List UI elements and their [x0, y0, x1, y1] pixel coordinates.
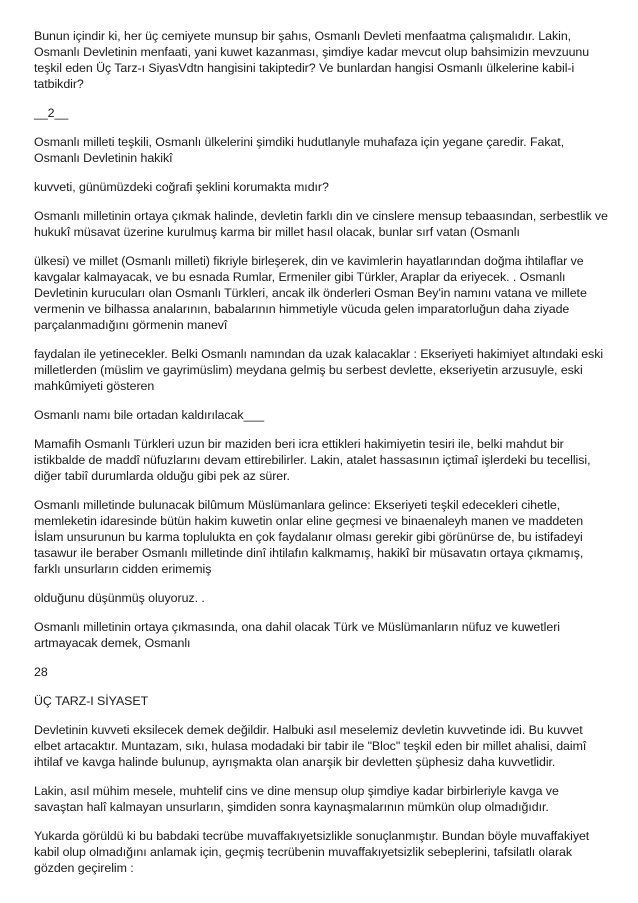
- paragraph: Mamafih Osmanlı Türkleri uzun bir maziden beri icra ettikleri hakimiyetin tesiri ile, belki mahdut bir istikbalde de maddî nüfuzlarını devam ettirebilirler. Lakin, atalet hassasının içtimaî işlerdeki bu tecellisi, diğer tabiî durumlarda olduğu gibi pek az sürer.: [34, 437, 591, 483]
- paragraph: Bunun içindir ki, her üç cemiyete munsup bir şahıs, Osmanlı Devleti menfaatma çalışmalıdır. Lakin, Osmanlı Devletinin menfaati, yani kuwet kazanması, şimdiye kadar mevcut olup bahsimizin mevzuunu teşkil eden Üç Tarz-ı SiyasVdtn hangisini takiptedir? Ve bunlardan hangisi Osmanlı ülkelerine kabil-i tatbikdir?: [34, 29, 590, 91]
- paragraph: ülkesi) ve millet (Osmanlı milleti) fikriyle birleşerek, din ve kavimlerin hayatlarından doğma ihtilaflar ve kavgalar kalmayacak, ve bu esnada Rumlar, Ermeniler gibi Türkler, Araplar da eriyecek. . Osmanlı Devletinin kurucuları olan Osmanlı Türkleri, ancak ilk önderleri Osman Bey'in namını vatana ve millete vermenin ve bilhassa analarının, babalarının himmetiyle vücuda gelen imparatorluğun daha ziyade parçalanmadığını görmenin manevî: [34, 254, 587, 332]
- page-number: 28: [34, 665, 48, 679]
- paragraph: Osmanlı milletinin ortaya çıkmasında, ona dahil olacak Türk ve Müslümanların nüfuz ve kuwetleri artmayacak demek, Osmanlı: [34, 620, 560, 650]
- paragraph: Osmanlı milletinde bulunacak bilûmum Müslümanlara gelince: Ekseriyeti teşkil edecekleri cihetle, memleketin idaresinde bütün hakim kuwetin onlar eline geçmesi ve binaenaleyh manen ve maddeten İslam unsurunun bu karma toplulukta en çok faydalanır olması gerekir gibi görünürse de, bu istifadeyi tasawur ile beraber Osmanlı milletinde dinî ihtilafın kalkmamış, hakikî bir müsavatın ortaya çıkmamış, farklı unsurların cidden erimemiş: [34, 498, 584, 576]
- paragraph: Lakin, asıl mühim mesele, muhtelif cins ve dine mensup olup şimdiye kadar birbirleriyle kavga ve savaştan halî kalmayan unsurların, şimdiden sonra kaynaşmalarının mümkün olup olmadığıdır.: [34, 784, 559, 814]
- paragraph: faydalan ile yetinecekler. Belki Osmanlı namından da uzak kalacaklar : Ekseriyeti hakimiyet altındaki eski milletlerden (müslim ve gayrimüslim) meydana gelmiş bu serbest devlette, ekseriyetin arzusuyle, eski mahkûmiyeti gösteren: [34, 347, 604, 393]
- paragraph: Yukarda görüldü ki bu babdaki tecrübe muvaffakıyetsizlikle sonuçlanmıştır. Bundan böyle muvaffakiyet kabil olup olmadığını anlamak için, geçmiş tecrübenin muvaffakıyetsizlik sebeplerini, tafsilatlı olarak gözden geçirelim :: [34, 829, 590, 875]
- paragraph: Devletinin kuvveti eksilecek demek değildir. Halbuki asıl meselemiz devletin kuvvetinde idi. Bu kuvvet elbet artacaktır. Muntazam, sıkı, hulasa modadaki bir tabir ile "Bloc" teşkil eden bir millet ahalisi, daimî ihtilaf ve kavga halinde bulunup, ayrışmakta olan anarşik bir devletten şüphesiz daha kuvvetlidir.: [34, 723, 587, 769]
- running-header: ÜÇ TARZ-I SİYASET: [34, 694, 149, 708]
- document-page: [34, 28, 609, 889]
- page-marker: __2__: [34, 106, 69, 120]
- paragraph: Osmanlı milletinin ortaya çıkmak halinde, devletin farklı din ve cinslere mensup tebaasından, serbestlik ve hukukî müsavat üzerine kurulmuş karma bir millet hasıl olacak, bunlar sırf vatan (Osmanlı: [34, 209, 608, 239]
- paragraph: kuvveti, günümüzdeki coğrafi şeklini korumakta mıdır?: [34, 180, 329, 194]
- paragraph: Osmanlı namı bile ortadan kaldırılacak___: [34, 408, 265, 422]
- paragraph: Osmanlı milleti teşkili, Osmanlı ülkelerini şimdiki hudutlanyle muhafaza için yegane çaredir. Fakat, Osmanlı Devletinin hakikî: [34, 135, 565, 165]
- paragraph: olduğunu düşünmüş oluyoruz. .: [34, 591, 205, 605]
